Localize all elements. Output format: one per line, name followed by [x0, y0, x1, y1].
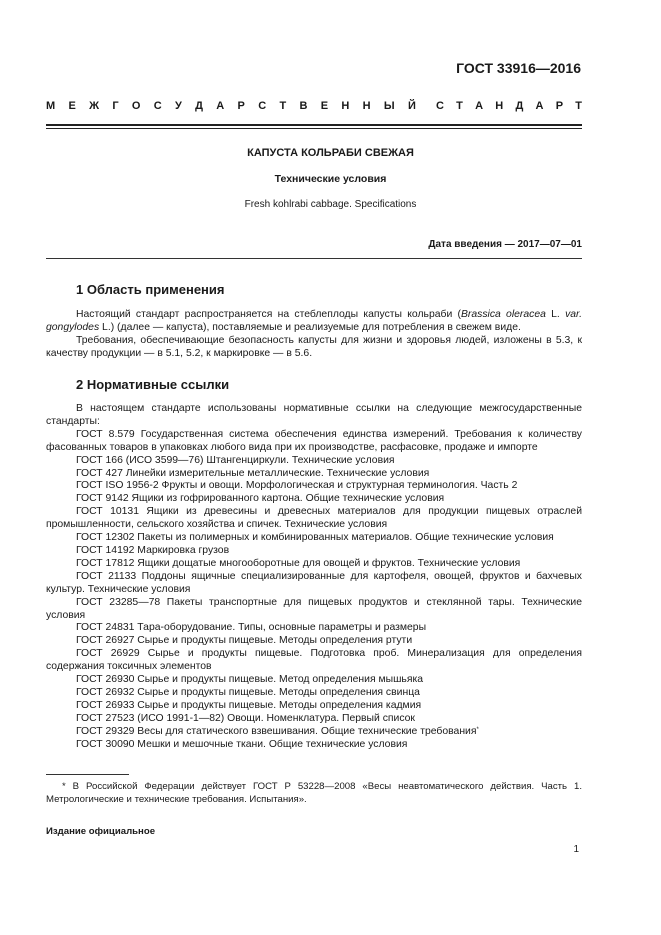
header-rule-thin: [46, 128, 582, 129]
section-1-body: [46, 309, 582, 361]
reference-text: ГОСТ 12302 Пакеты из полимерных и комбинированных материалов. Общие технические условия: [76, 532, 554, 544]
date-rule: [46, 258, 582, 259]
document-subtitle: Технические условия: [274, 173, 387, 185]
section-1-heading: 1 Область применения: [76, 282, 225, 297]
footnote-rule: [46, 774, 129, 775]
reference-text: ГОСТ 27523 (ИСО 1991-1—82) Овощи. Номенклатура. Первый список: [76, 712, 415, 724]
reference-item: [46, 622, 582, 635]
scope-text: L.) (далее — капуста), поставляемые и реализуемые для потребления в свежем виде.: [99, 321, 521, 333]
banner-letter: Р: [555, 100, 564, 112]
reference-text: ГОСТ 30090 Мешки и мешочные ткани. Общие технические условия: [76, 738, 408, 750]
banner-letter: Е: [68, 100, 76, 112]
scope-text: Настоящий стандарт распространяется на стеблеплоды капусты кольраби (: [76, 309, 461, 320]
reference-text: ГОСТ 26929 Сырье и продукты пищевые. Подготовка проб. Минерализация для определения содержания токсичных элементов: [46, 648, 582, 673]
introduction-date: Дата введения — 2017—07—01: [428, 239, 582, 250]
reference-item: [46, 506, 582, 532]
reference-item: [46, 468, 582, 481]
document-title: КАПУСТА КОЛЬРАБИ СВЕЖАЯ: [247, 147, 414, 159]
latin-genus: Brassica oleracea: [460, 309, 546, 320]
reference-text: ГОСТ 9142 Ящики из гофрированного картона. Общие технические условия: [76, 493, 445, 505]
reference-text: ГОСТ ISO 1956-2 Фрукты и овощи. Морфологическая и структурная терминология. Часть 2: [76, 480, 518, 492]
reference-item: [46, 493, 582, 506]
english-title: Fresh kohlrabi cabbage. Specifications: [244, 199, 417, 210]
banner-letter: Н: [362, 100, 371, 112]
banner-letter: Н: [341, 100, 350, 112]
banner-letter: Й: [407, 100, 416, 112]
reference-text: ГОСТ 23285—78 Пакеты транспортные для пищевых продуктов и стеклянной тары. Технические условия: [46, 596, 582, 621]
reference-text: ГОСТ 26930 Сырье и продукты пищевые. Метод определения мышьяка: [76, 674, 424, 686]
banner-word-interstate: [46, 100, 416, 112]
footnote-text: * В Российской Федерации действует ГОСТ Р 53228—2008 «Весы неавтоматического действия. Часть 1. Метрологические и технические требования. Испытания».: [46, 781, 582, 805]
reference-item: [46, 648, 582, 674]
header-rule-thick: [46, 124, 582, 126]
reference-item: [46, 558, 582, 571]
reference-item: [46, 429, 582, 455]
banner-letter: Ж: [89, 100, 100, 112]
section-2-body: [46, 403, 582, 751]
banner-letter: Т: [575, 100, 582, 112]
banner-letter: С: [436, 100, 444, 112]
reference-text: ГОСТ 14192 Маркировка грузов: [76, 544, 230, 556]
reference-text: ГОСТ 29329 Весы для статического взвешивания. Общие технические требования: [76, 725, 477, 737]
banner-letter: С: [153, 100, 162, 112]
references-list: [46, 429, 582, 752]
banner-letter: Р: [237, 100, 245, 112]
section-2-heading: 2 Нормативные ссылки: [76, 377, 230, 392]
banner-letter: М: [46, 100, 56, 112]
reference-text: ГОСТ 427 Линейки измерительные металлические. Технические условия: [76, 467, 430, 479]
reference-item: [46, 455, 582, 468]
banner-letter: Н: [495, 100, 504, 112]
page-number: 1: [573, 844, 579, 855]
banner-letter: О: [131, 100, 141, 112]
banner-letter: У: [175, 100, 182, 112]
scope-text: L.: [545, 309, 566, 320]
reference-text: ГОСТ 26927 Сырье и продукты пищевые. Методы определения ртути: [76, 635, 413, 647]
standard-number: ГОСТ 33916—2016: [456, 60, 581, 76]
reference-item: [46, 597, 582, 623]
banner-letter: В: [299, 100, 308, 112]
reference-item: [46, 635, 582, 648]
banner-letter: А: [475, 100, 484, 112]
reference-text: ГОСТ 17812 Ящики дощатые многооборотные для овощей и фруктов. Технические условия: [76, 557, 521, 569]
reference-item: [46, 480, 582, 493]
reference-item: [46, 713, 582, 726]
reference-text: ГОСТ 8.579 Государственная система обеспечения единства измерений. Требования к количеству фасованных товаров в упаковках любого вида при их производстве, расфасовке, продаже и импорте: [46, 428, 582, 453]
banner-letter: А: [535, 100, 544, 112]
reference-text: ГОСТ 26932 Сырье и продукты пищевые. Методы определения свинца: [76, 686, 420, 698]
banner-letter: Д: [515, 100, 524, 112]
reference-item: [46, 674, 582, 687]
scope-paragraph: [46, 309, 582, 335]
banner-letter: С: [258, 100, 267, 112]
banner-letter: Е: [320, 100, 329, 112]
reference-item: [46, 545, 582, 558]
banner-letter: Д: [195, 100, 203, 112]
reference-text: ГОСТ 26933 Сырье и продукты пищевые. Методы определения кадмия: [76, 699, 422, 711]
reference-item: [46, 571, 582, 597]
reference-item: [46, 700, 582, 713]
reference-item: [46, 739, 582, 752]
banner-letter: Т: [456, 100, 463, 112]
footnote: [46, 780, 582, 806]
banner-letter: А: [216, 100, 225, 112]
reference-text: ГОСТ 10131 Ящики из древесины и древесных материалов для продукции пищевых отраслей промышленности, сельского хозяйства и спичек. Технические условия: [46, 506, 582, 531]
reference-item: [46, 532, 582, 545]
official-edition-label: Издание официальное: [46, 826, 156, 837]
banner-letter: Ы: [383, 100, 395, 112]
latin-variety: var. gongylodes: [46, 309, 582, 333]
requirements-paragraph: Требования, обеспечивающие безопасность капусты для жизни и здоровья людей, изложены в 5.3, к качеству продукции — в 5.1, 5.2, к маркировке — в 5.6.: [46, 334, 582, 359]
reference-text: ГОСТ 21133 Поддоны ящичные специализированные для картофеля, овощей, фруктов и бахчевых культур. Технические условия: [46, 570, 582, 595]
reference-text: ГОСТ 166 (ИСО 3599—76) Штангенциркули. Технические условия: [76, 454, 395, 466]
reference-text: ГОСТ 24831 Тара-оборудование. Типы, основные параметры и размеры: [76, 622, 427, 634]
banner-letter: Т: [279, 100, 287, 112]
interstate-standard-banner: [46, 100, 582, 112]
banner-letter: Г: [112, 100, 119, 112]
references-intro: В настоящем стандарте использованы нормативные ссылки на следующие межгосударственные стандарты:: [46, 403, 582, 427]
banner-word-standard: [436, 100, 582, 112]
reference-item: [46, 687, 582, 700]
reference-item: [46, 726, 582, 739]
footnote-marker: *: [476, 726, 479, 733]
